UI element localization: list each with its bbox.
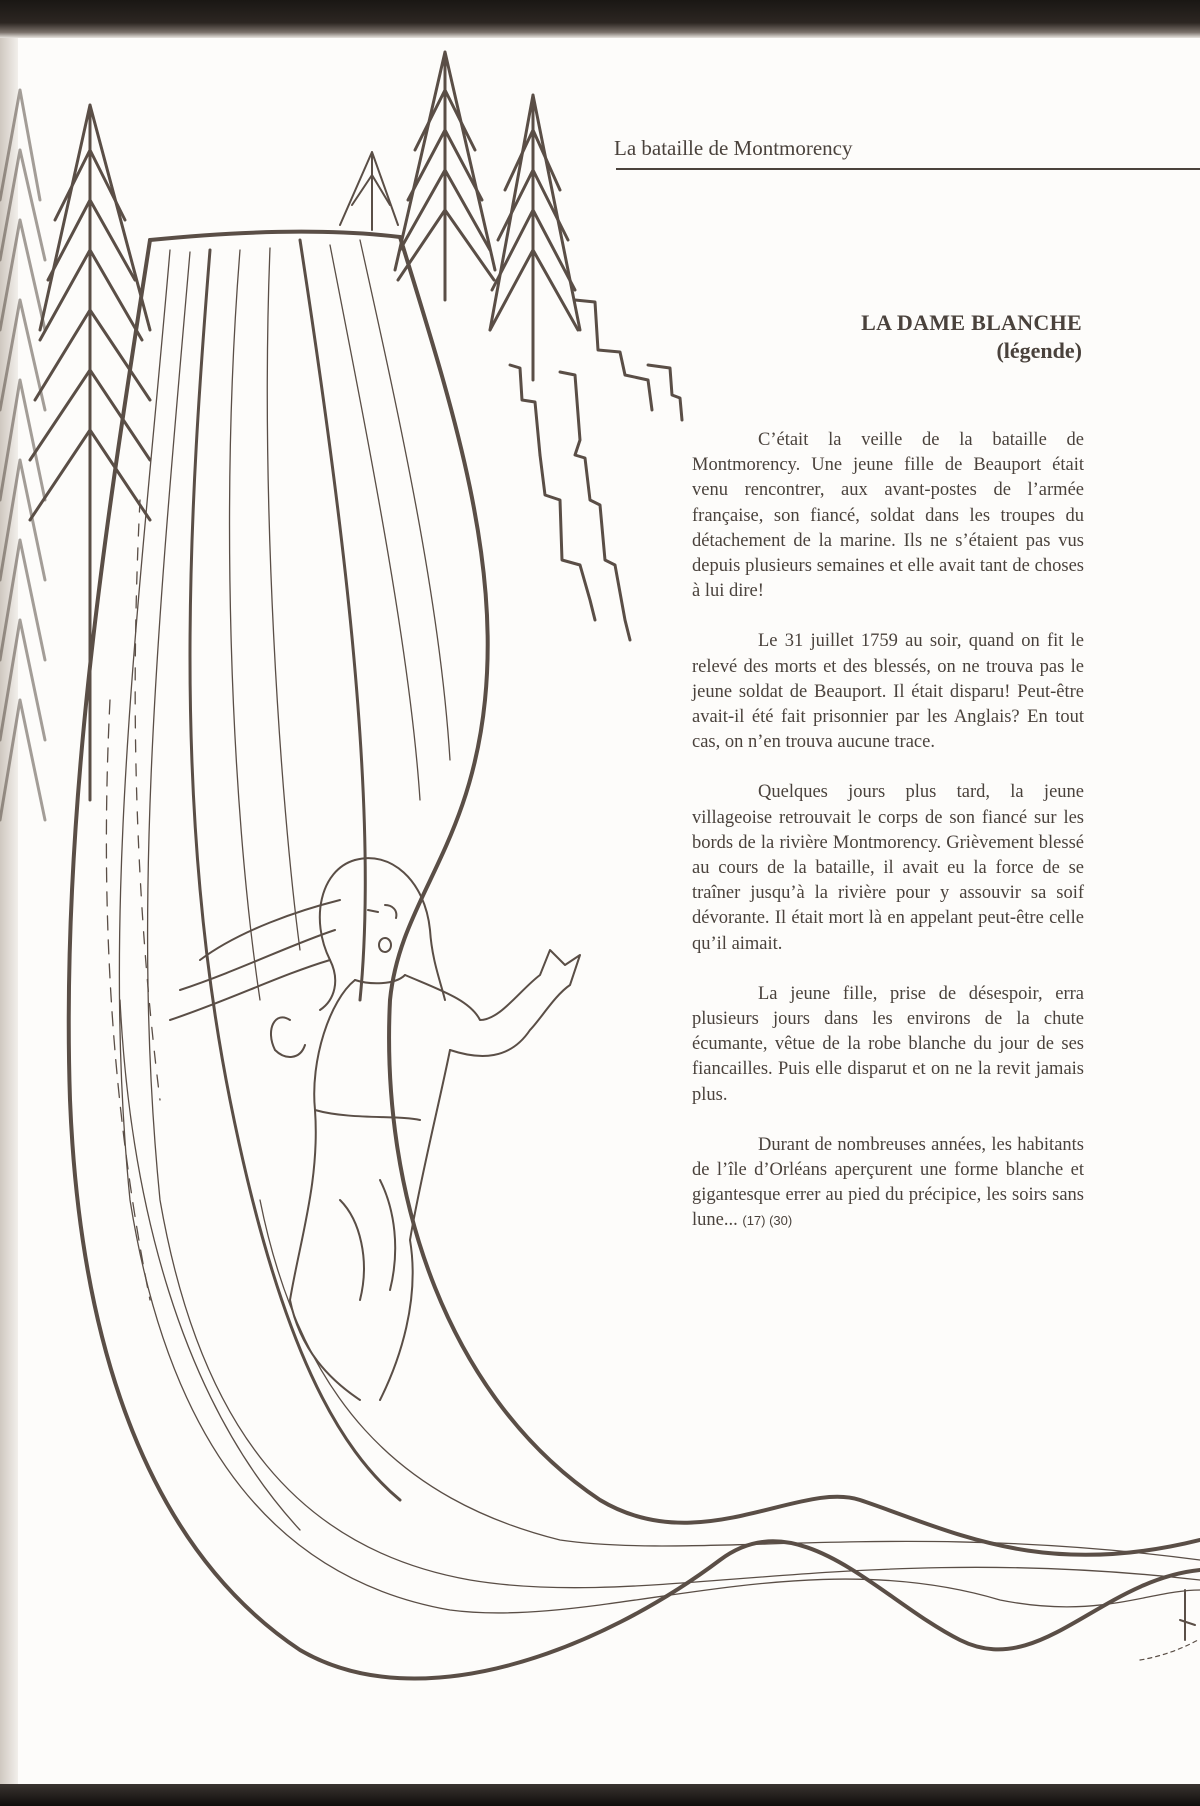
cliff	[510, 300, 682, 640]
pine-tree-icon	[490, 95, 580, 380]
white-lady-figure	[170, 858, 580, 1400]
paragraph: Le 31 juillet 1759 au soir, quand on fit le relevé des morts et des blessés, on ne trouva pas le jeune soldat de Beauport. Il était disparu! Peut-être avait-il été fait prisonnier par les Anglais? En tout cas, on n’en trouva aucune trace.	[692, 631, 1084, 753]
paragraph: Quelques jours plus tard, la jeune villageoise retrouvait le corps de son fiancé sur les bords de la rivière Montmorency. Grièvement blessé au cours de la bataille, il avait eu la force de se traîner jusqu’à la rivière pour y assouvir sa soif dévorante. Il était mort là en appelant peut-être celle qu’il aimait.	[692, 782, 1084, 954]
header-rule	[616, 168, 1200, 170]
pine-tree-icon	[340, 152, 398, 230]
paragraph: C’était la veille de la bataille de Montmorency. Une jeune fille de Beauport était venu rencontrer, aux avant-postes de l’armée française, son fiancé, soldat dans les troupes du détachement de la marine. Ils ne s’étaient pas vus depuis plusieurs semaines et elle avait tant de choses à lui dire!	[692, 430, 1084, 602]
references: (17) (30)	[742, 1213, 793, 1229]
pine-tree-icon	[30, 105, 150, 800]
artist-signature	[1180, 1590, 1195, 1640]
page-subtitle: (légende)	[996, 338, 1082, 363]
paragraph-last	[692, 1133, 1084, 1234]
running-head: La bataille de Montmorency	[614, 136, 853, 160]
page-title: LA DAME BLANCHE	[861, 310, 1082, 335]
paragraph-text: Durant de nombreuses années, les habitants de l’île d’Orléans aperçurent une forme blanche et gigantesque errer au pied du précipice, les soirs sans lune...	[692, 1134, 1084, 1231]
scan-bottom-edge	[0, 1784, 1200, 1806]
paragraph: La jeune fille, prise de désespoir, erra plusieurs jours dans les environs de la chute écumante, vêtue de la robe blanche du jour de ses fiancailles. Puis elle disparut et on ne la revit jamais plus.	[692, 983, 1084, 1105]
story-text	[692, 428, 1084, 1259]
